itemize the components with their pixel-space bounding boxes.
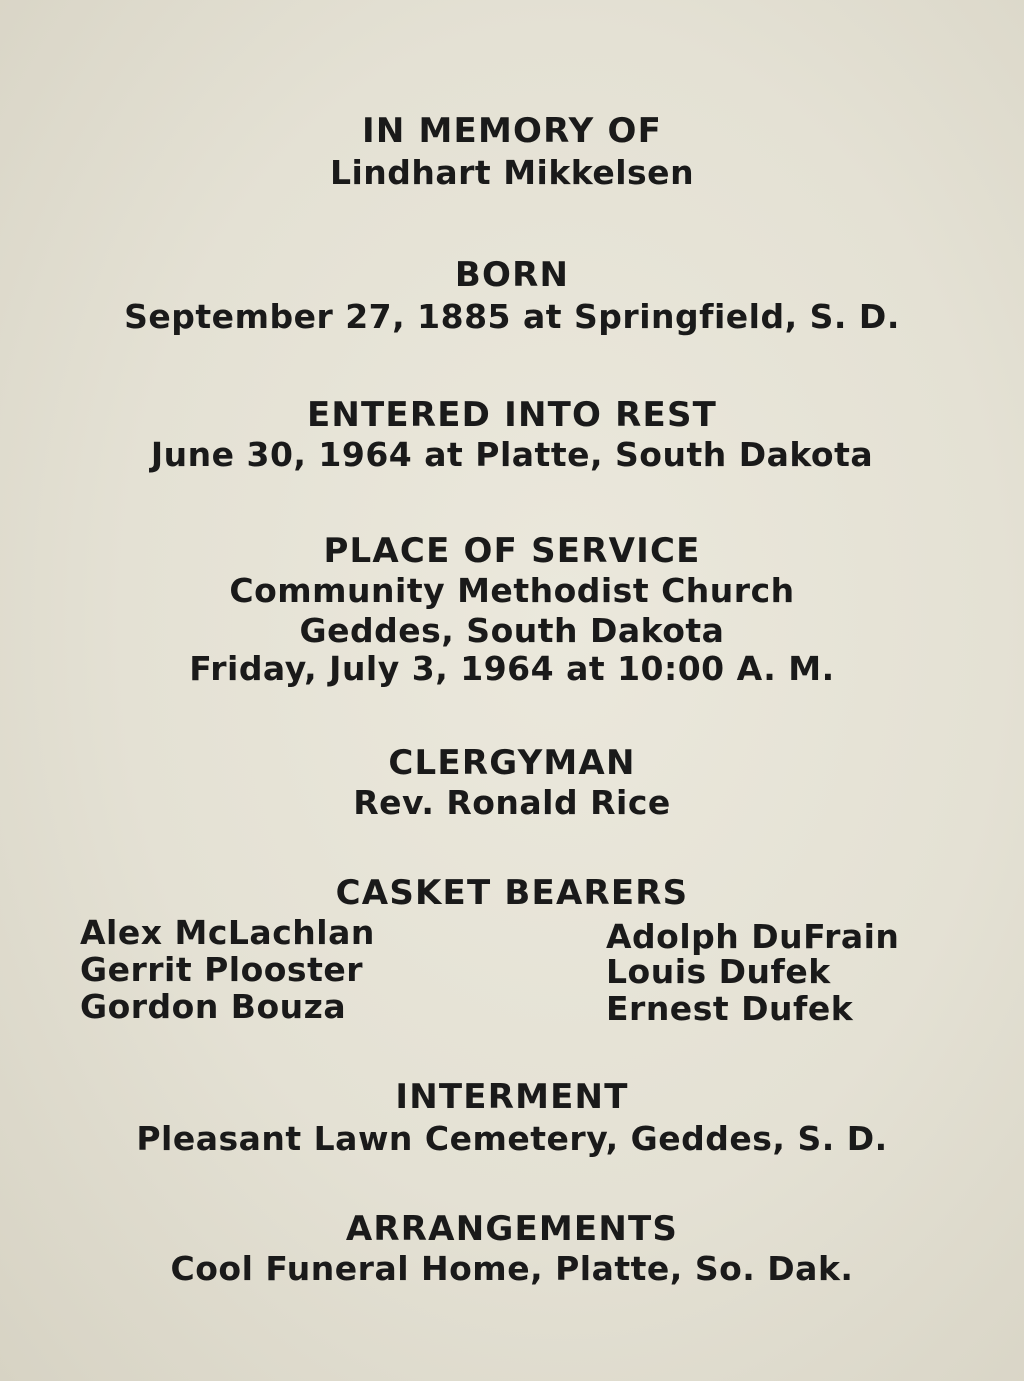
arrangements-heading: ARRANGEMENTS (345, 1209, 679, 1249)
clergyman-heading: CLERGYMAN (388, 743, 636, 783)
in-memory-heading: IN MEMORY OF (361, 111, 663, 151)
bearer-right-3: Ernest Dufek (606, 989, 854, 1028)
interment-location: Pleasant Lawn Cemetery, Geddes, S. D. (136, 1119, 888, 1158)
service-location: Geddes, South Dakota (299, 611, 725, 650)
service-church: Community Methodist Church (229, 571, 795, 610)
born-details: September 27, 1885 at Springfield, S. D. (124, 297, 900, 336)
arrangements-details: Cool Funeral Home, Platte, So. Dak. (170, 1249, 854, 1288)
casket-bearers-heading: CASKET BEARERS (335, 873, 689, 913)
service-date-time: Friday, July 3, 1964 at 10:00 A. M. (189, 649, 835, 688)
bearer-left-1: Alex McLachlan (80, 913, 375, 952)
bearer-left-3: Gordon Bouza (80, 987, 347, 1026)
interment-heading: INTERMENT (395, 1077, 629, 1117)
entered-into-rest-details: June 30, 1964 at Platte, South Dakota (150, 435, 874, 474)
bearer-right-2: Louis Dufek (606, 952, 831, 991)
deceased-name: Lindhart Mikkelsen (329, 153, 695, 192)
entered-into-rest-heading: ENTERED INTO REST (306, 395, 718, 435)
bearer-right-1: Adolph DuFrain (606, 917, 900, 956)
bearer-left-2: Gerrit Plooster (80, 950, 364, 989)
clergyman-name: Rev. Ronald Rice (353, 783, 671, 822)
born-heading: BORN (454, 255, 570, 295)
place-of-service-heading: PLACE OF SERVICE (323, 531, 701, 571)
